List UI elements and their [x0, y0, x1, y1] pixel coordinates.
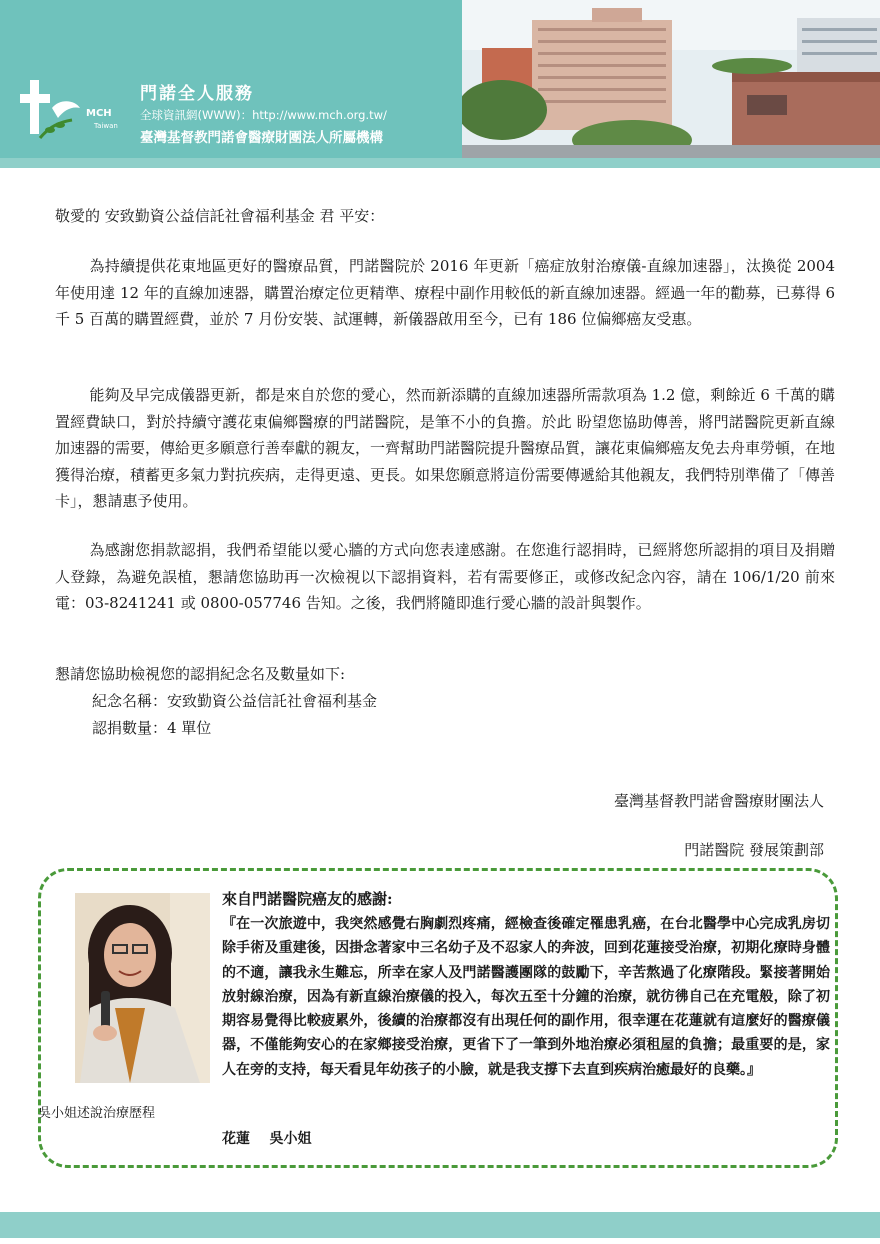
paragraph-1: 為持續提供花東地區更好的醫療品質，門諾醫院於 2016 年更新「癌症放射治療儀-直線加速器」，汰換從 2004 年使用達 12 年的直線加速器，購置治療定位更精準、療程中副作用較低的新直線加速器。經過一年的勸募，已募得 6 千 5 百萬的購置經費，並於 7 月份安裝、試運轉，新儀器啟用至今，已有 186 位偏鄉癌友受惠。	[55, 257, 835, 328]
testimonial-author: 花蓮 吳小姐	[222, 1131, 312, 1147]
photo-caption: 吳小姐述說治療歷程	[38, 1106, 156, 1121]
patient-photo	[75, 893, 210, 1083]
testimonial-title: 來自門諾醫院癌友的感謝:	[222, 890, 393, 908]
salutation: 敬愛的 安致勤資公益信託社會福利基金 君 平安：	[55, 207, 385, 225]
signature-department: 門諾醫院 發展策劃部	[684, 841, 824, 859]
donation-quantity: 認捐數量：4 單位	[92, 719, 212, 737]
check-intro: 懇請您協助檢視您的認捐紀念名及數量如下:	[55, 665, 346, 683]
mch-logo	[20, 78, 122, 148]
hospital-building-photo	[462, 0, 880, 158]
paragraph-3: 為感謝您捐款認捐，我們希望能以愛心牆的方式向您表達感謝。在您進行認捐時，已經將您所認捐的項目及捐贈人登錄，為避免誤植，懇請您協助再一次檢視以下認捐資料，若有需要修正，或修改紀念內容，請在 106/1/20 前來電：03-8241241 或 0800-057746 告知。之後，我們將隨即進行愛心牆的設計與製作。	[55, 541, 835, 612]
paragraph-2: 能夠及早完成儀器更新，都是來自於您的愛心，然而新添購的直線加速器所需款項為 1.2 億，剩餘近 6 千萬的購置經費缺口，對於持續守護花東偏鄉醫療的門諾醫院，是筆不小的負擔。於此 盼望您協助傳善，將門諾醫院更新直線加速器的需要，傳給更多願意行善奉獻的親友，一齊幫助門諾醫院提升醫療品質，讓花東偏鄉癌友免去舟車勞頓，在地獲得治療，積蓄更多氣力對抗疾病，走得更遠、更長。如果您願意將這份需要傳遞給其他親友，我們特別準備了「傳善卡」，懇請惠予使用。	[55, 386, 836, 510]
organization-name: 臺灣基督教門諾會醫療財團法人所屬機構	[140, 130, 383, 146]
signature-organization: 臺灣基督教門諾會醫療財團法人	[613, 792, 824, 810]
logo-subtext: Taiwan	[94, 122, 118, 130]
memorial-name: 紀念名稱：安致勤資公益信託社會福利基金	[92, 692, 378, 710]
logo-text: MCH	[86, 108, 112, 119]
website-link[interactable]: 全球資訊網(WWW)：http://www.mch.org.tw/	[140, 108, 387, 122]
header-banner	[0, 0, 880, 168]
brand-title: 門諾全人服務	[140, 84, 254, 104]
testimonial-quote: 『在一次旅遊中，我突然感覺右胸劇烈疼痛，經檢查後確定罹患乳癌，在台北醫學中心完成乳房切除手術及重建後，因掛念著家中三名幼子及不忍家人的奔波，回到花蓮接受治療，初期化療時身體的不適，讓我永生難忘，所幸在家人及門諾醫護團隊的鼓勵下，辛苦熬過了化療階段。緊接著開始放射線治療，因為有新直線治療儀的投入，每次五至十分鐘的治療，就彷彿自己在充電般，除了初期容易覺得比較疲累外，後續的治療都沒有出現任何的副作用，很幸運在花蓮就有這麼好的醫療儀器，不僅能夠安心的在家鄉接受治療，更省下了一筆到外地治療必須租屋的負擔；最重要的是，家人在旁的支持，每天看見年幼孩子的小臉，就是我支撐下去直到疾病治癒最好的良藥。』	[222, 916, 830, 1078]
footer-band	[0, 1212, 880, 1238]
